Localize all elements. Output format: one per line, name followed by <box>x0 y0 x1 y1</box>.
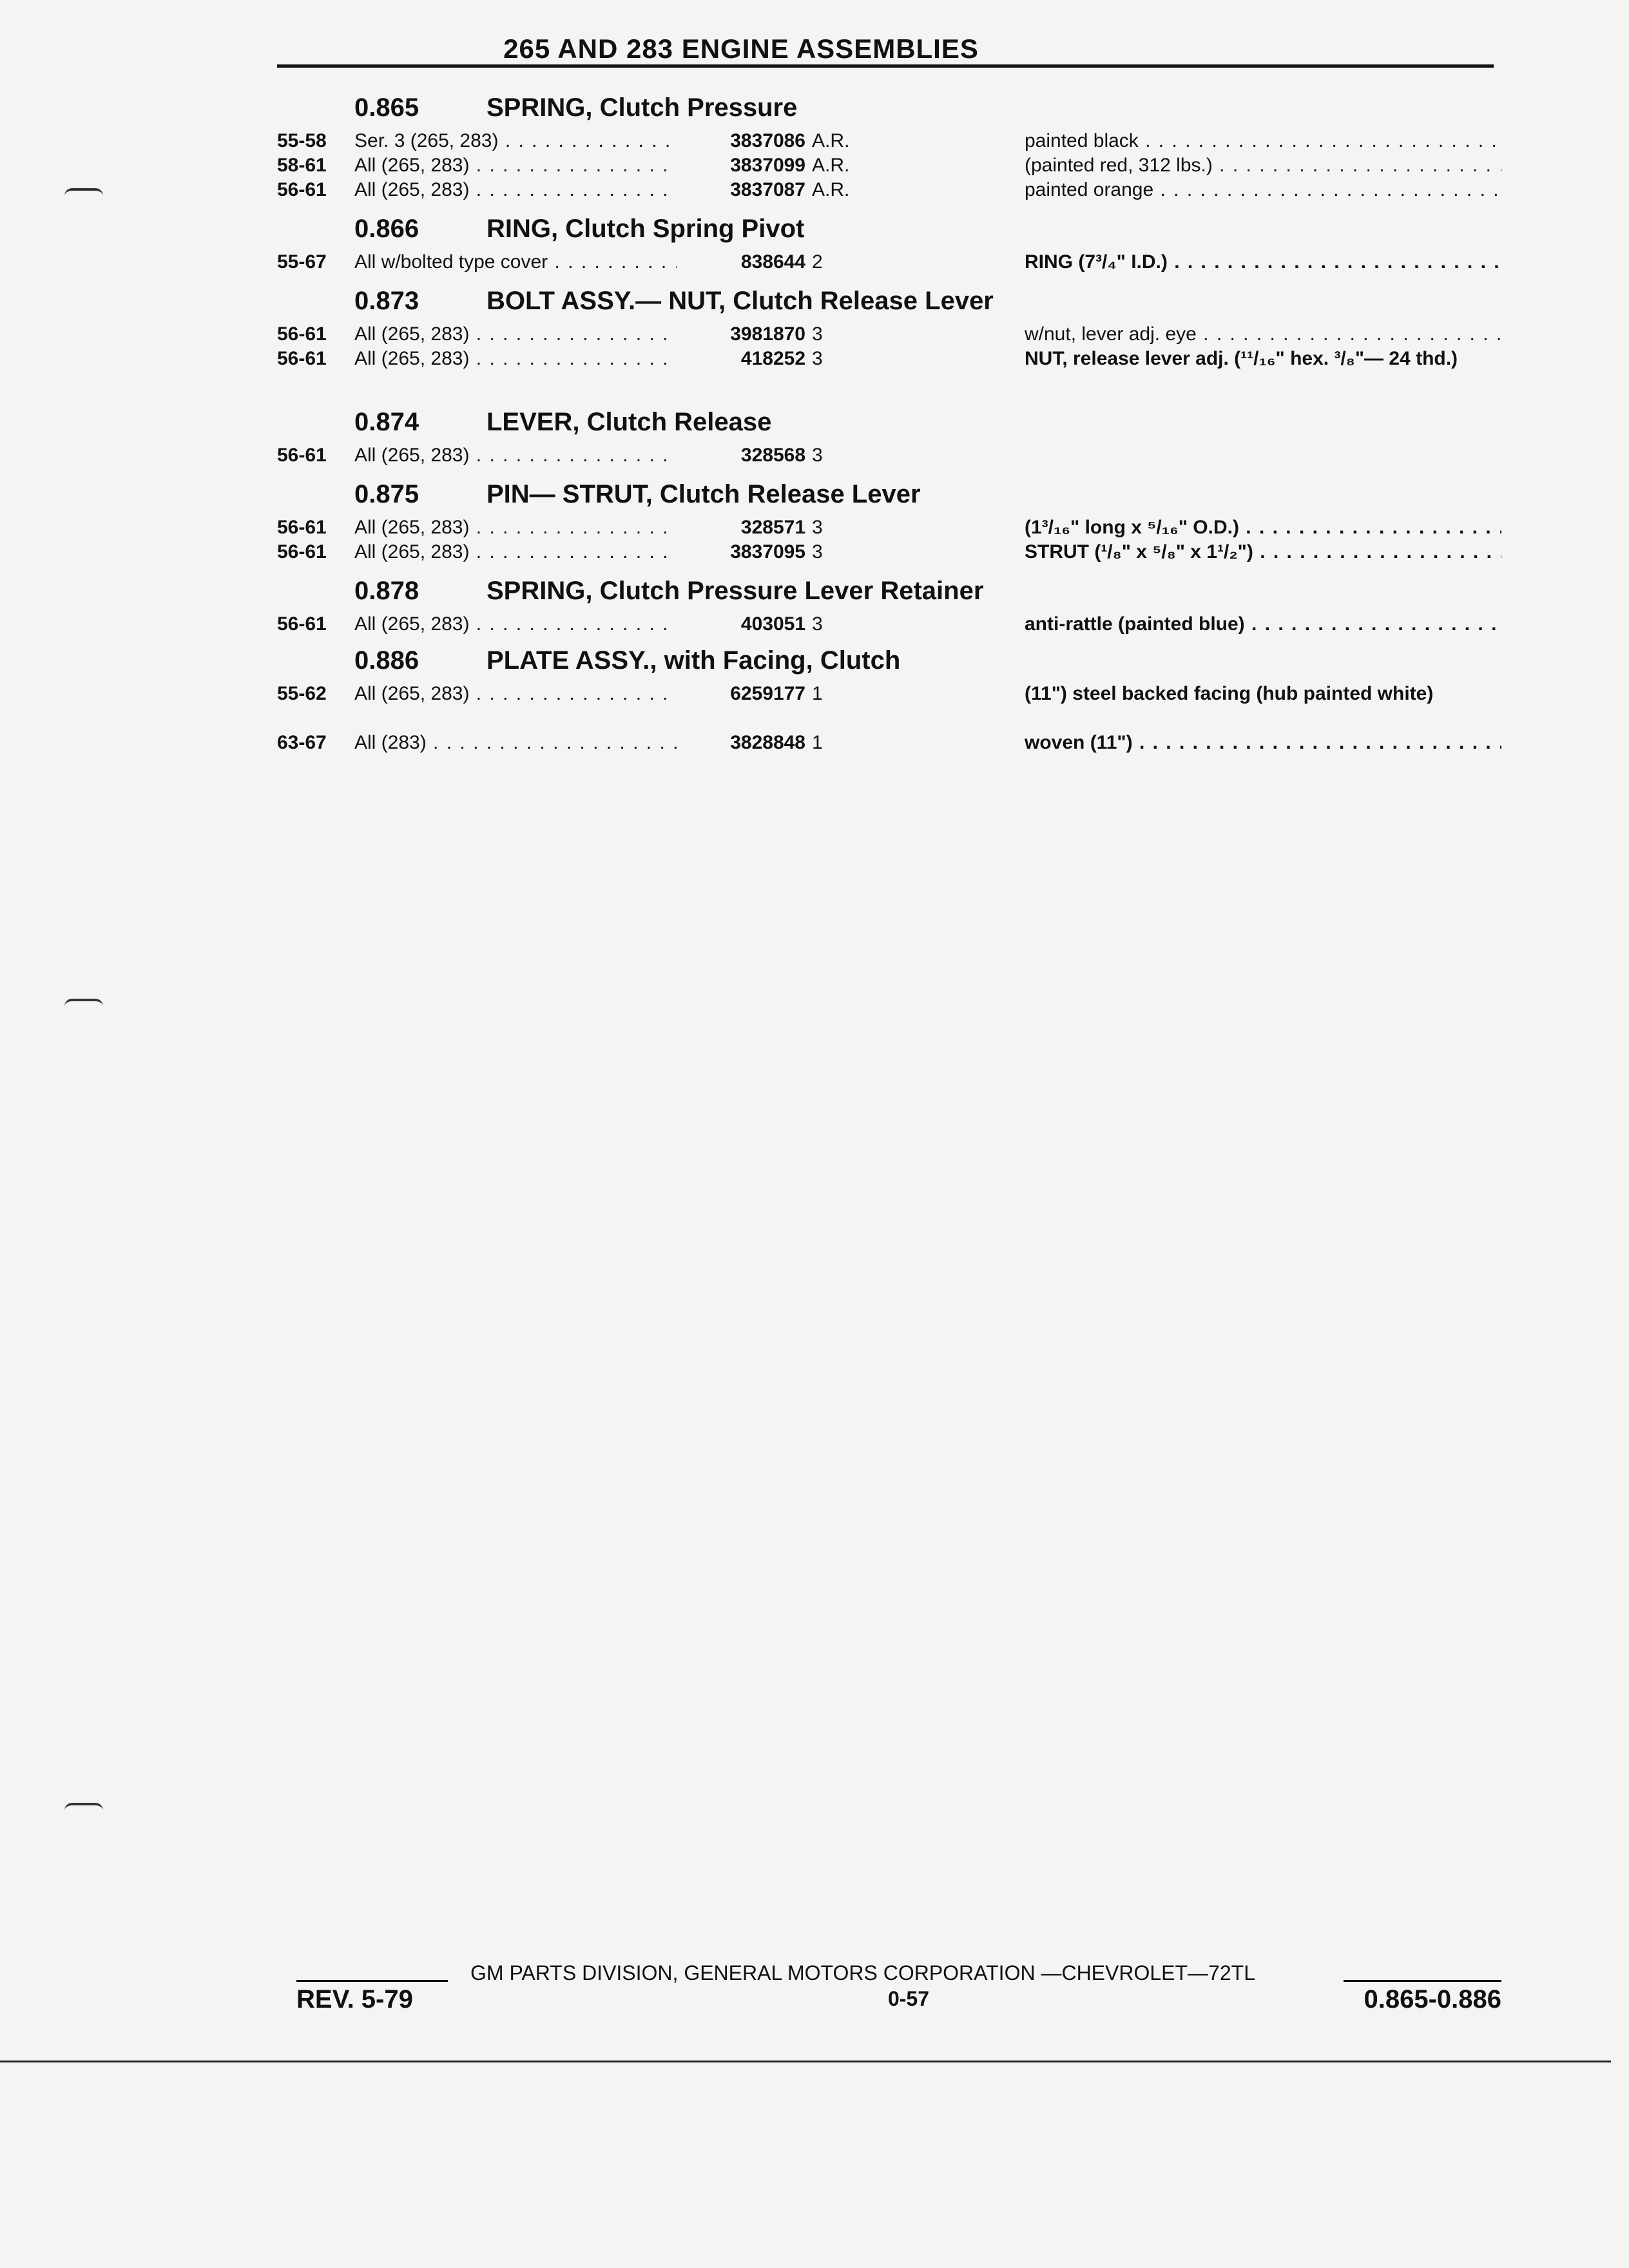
section-0-873 <box>277 285 1501 396</box>
section-header <box>277 478 1501 515</box>
years: 56-61 <box>277 179 327 200</box>
section-header <box>277 644 1501 682</box>
quantity: 1 <box>812 683 823 704</box>
years: 56-61 <box>277 613 327 635</box>
quantity: A.R. <box>812 130 850 151</box>
footer-rule <box>1344 1980 1501 1982</box>
page-title: 265 AND 283 ENGINE ASSEMBLIES <box>503 34 979 64</box>
part-row <box>277 322 1501 347</box>
application: All w/bolted type cover . . . <box>354 250 677 274</box>
section-0-874 <box>277 406 1501 468</box>
quantity: 1 <box>812 732 823 753</box>
application: All (265, 283) . . . <box>354 515 677 540</box>
part-row <box>277 153 1501 178</box>
quantity: 3 <box>812 613 823 635</box>
years: 55-58 <box>277 130 327 151</box>
years: 63-67 <box>277 732 327 753</box>
description: NUT, release lever adj. (¹¹/₁₆" hex. ³/₈"— 24 thd.) <box>1025 348 1458 369</box>
years: 56-61 <box>277 541 327 562</box>
application: All (283) . . . <box>354 731 677 755</box>
description: painted orange . . . <box>1025 178 1501 202</box>
part-row <box>277 250 1501 274</box>
section-header <box>277 285 1501 322</box>
punch-mark <box>64 999 103 1006</box>
section-name: SPRING, Clutch Pressure <box>487 93 798 122</box>
quantity: 3 <box>812 541 823 562</box>
section-number: 0.886 <box>354 646 419 675</box>
footer-range: 0.865-0.886 <box>1364 1985 1501 2013</box>
quantity: 3 <box>812 348 823 369</box>
part-number: 3837087 <box>730 179 805 200</box>
section-0-865 <box>277 91 1501 202</box>
application: All (265, 283) . . . <box>354 443 677 468</box>
section-header <box>277 91 1501 129</box>
description: woven (11") . . . <box>1025 731 1501 755</box>
years: 56-61 <box>277 348 327 369</box>
application: All (265, 283) . . . <box>354 540 677 564</box>
section-number: 0.875 <box>354 480 419 508</box>
section-name: SPRING, Clutch Pressure Lever Retainer <box>487 577 984 605</box>
part-row <box>277 178 1501 202</box>
section-name: PIN— STRUT, Clutch Release Lever <box>487 480 921 508</box>
part-number: 403051 <box>740 613 805 635</box>
footer-publisher: GM PARTS DIVISION, GENERAL MOTORS CORPORATION —CHEVROLET—72TL <box>470 1961 1255 1984</box>
application: All (265, 283) . . . <box>354 347 677 371</box>
section-number: 0.878 <box>354 577 419 605</box>
part-row <box>277 731 1501 755</box>
section-name: PLATE ASSY., with Facing, Clutch <box>487 646 901 675</box>
part-number: 328568 <box>740 445 805 466</box>
part-row <box>277 443 1501 468</box>
section-number: 0.874 <box>354 408 419 436</box>
part-row <box>277 129 1501 153</box>
footer-rule <box>296 1980 448 1982</box>
description: w/nut, lever adj. eye . . . <box>1025 322 1501 347</box>
section-name: LEVER, Clutch Release <box>487 408 772 436</box>
description: (painted red, 312 lbs.) . . . <box>1025 153 1501 178</box>
quantity: 3 <box>812 517 823 538</box>
section-0-866 <box>277 213 1501 274</box>
application: All (265, 283) . . . <box>354 612 677 637</box>
part-row <box>277 540 1501 564</box>
years: 58-61 <box>277 155 327 176</box>
part-number: 3981870 <box>730 323 805 345</box>
section-header <box>277 406 1501 443</box>
part-row <box>277 682 1501 731</box>
part-row <box>277 347 1501 396</box>
title-rule <box>277 64 1494 68</box>
part-number: 418252 <box>740 348 805 369</box>
quantity: A.R. <box>812 155 850 176</box>
section-0-886 <box>277 644 1501 755</box>
years: 56-61 <box>277 445 327 466</box>
application: All (265, 283) . . . <box>354 682 677 706</box>
punch-mark <box>64 188 103 196</box>
part-number: 3828848 <box>730 732 805 753</box>
years: 55-67 <box>277 251 327 273</box>
section-number: 0.865 <box>354 93 419 122</box>
description: painted black . . . <box>1025 129 1501 153</box>
description: RING (7³/₄" I.D.) . . . <box>1025 250 1501 274</box>
quantity: 2 <box>812 251 823 273</box>
years: 56-61 <box>277 517 327 538</box>
footer-revision: REV. 5-79 <box>296 1985 413 2013</box>
description: anti-rattle (painted blue) . . . <box>1025 612 1501 637</box>
part-number: 3837086 <box>730 130 805 151</box>
application: Ser. 3 (265, 283) . . . <box>354 129 677 153</box>
section-header <box>277 575 1501 612</box>
years: 56-61 <box>277 323 327 345</box>
application: All (265, 283) . . . <box>354 153 677 178</box>
section-name: RING, Clutch Spring Pivot <box>487 215 805 243</box>
part-row <box>277 515 1501 540</box>
section-header <box>277 213 1501 250</box>
page-number: 0-57 <box>887 1987 930 2010</box>
part-number: 838644 <box>740 251 805 273</box>
quantity: 3 <box>812 323 823 345</box>
section-0-878 <box>277 575 1501 637</box>
section-number: 0.866 <box>354 215 419 243</box>
part-number: 3837099 <box>730 155 805 176</box>
section-name: BOLT ASSY.— NUT, Clutch Release Lever <box>487 287 994 315</box>
application: All (265, 283) . . . <box>354 322 677 347</box>
section-0-875 <box>277 478 1501 564</box>
part-row <box>277 612 1501 637</box>
years: 55-62 <box>277 683 327 704</box>
quantity: 3 <box>812 445 823 466</box>
punch-mark <box>64 1803 103 1811</box>
section-number: 0.873 <box>354 287 419 315</box>
part-number: 3837095 <box>730 541 805 562</box>
part-number: 6259177 <box>730 683 805 704</box>
part-number: 328571 <box>740 517 805 538</box>
quantity: A.R. <box>812 179 850 200</box>
application: All (265, 283) . . . <box>354 178 677 202</box>
description: (11") steel backed facing (hub painted white) <box>1025 683 1434 704</box>
description: (1³/₁₆" long x ⁵/₁₆" O.D.) . . . <box>1025 515 1501 540</box>
description: STRUT (¹/₈" x ⁵/₈" x 1¹/₂") . . . <box>1025 540 1501 564</box>
bottom-rule <box>0 2061 1611 2062</box>
